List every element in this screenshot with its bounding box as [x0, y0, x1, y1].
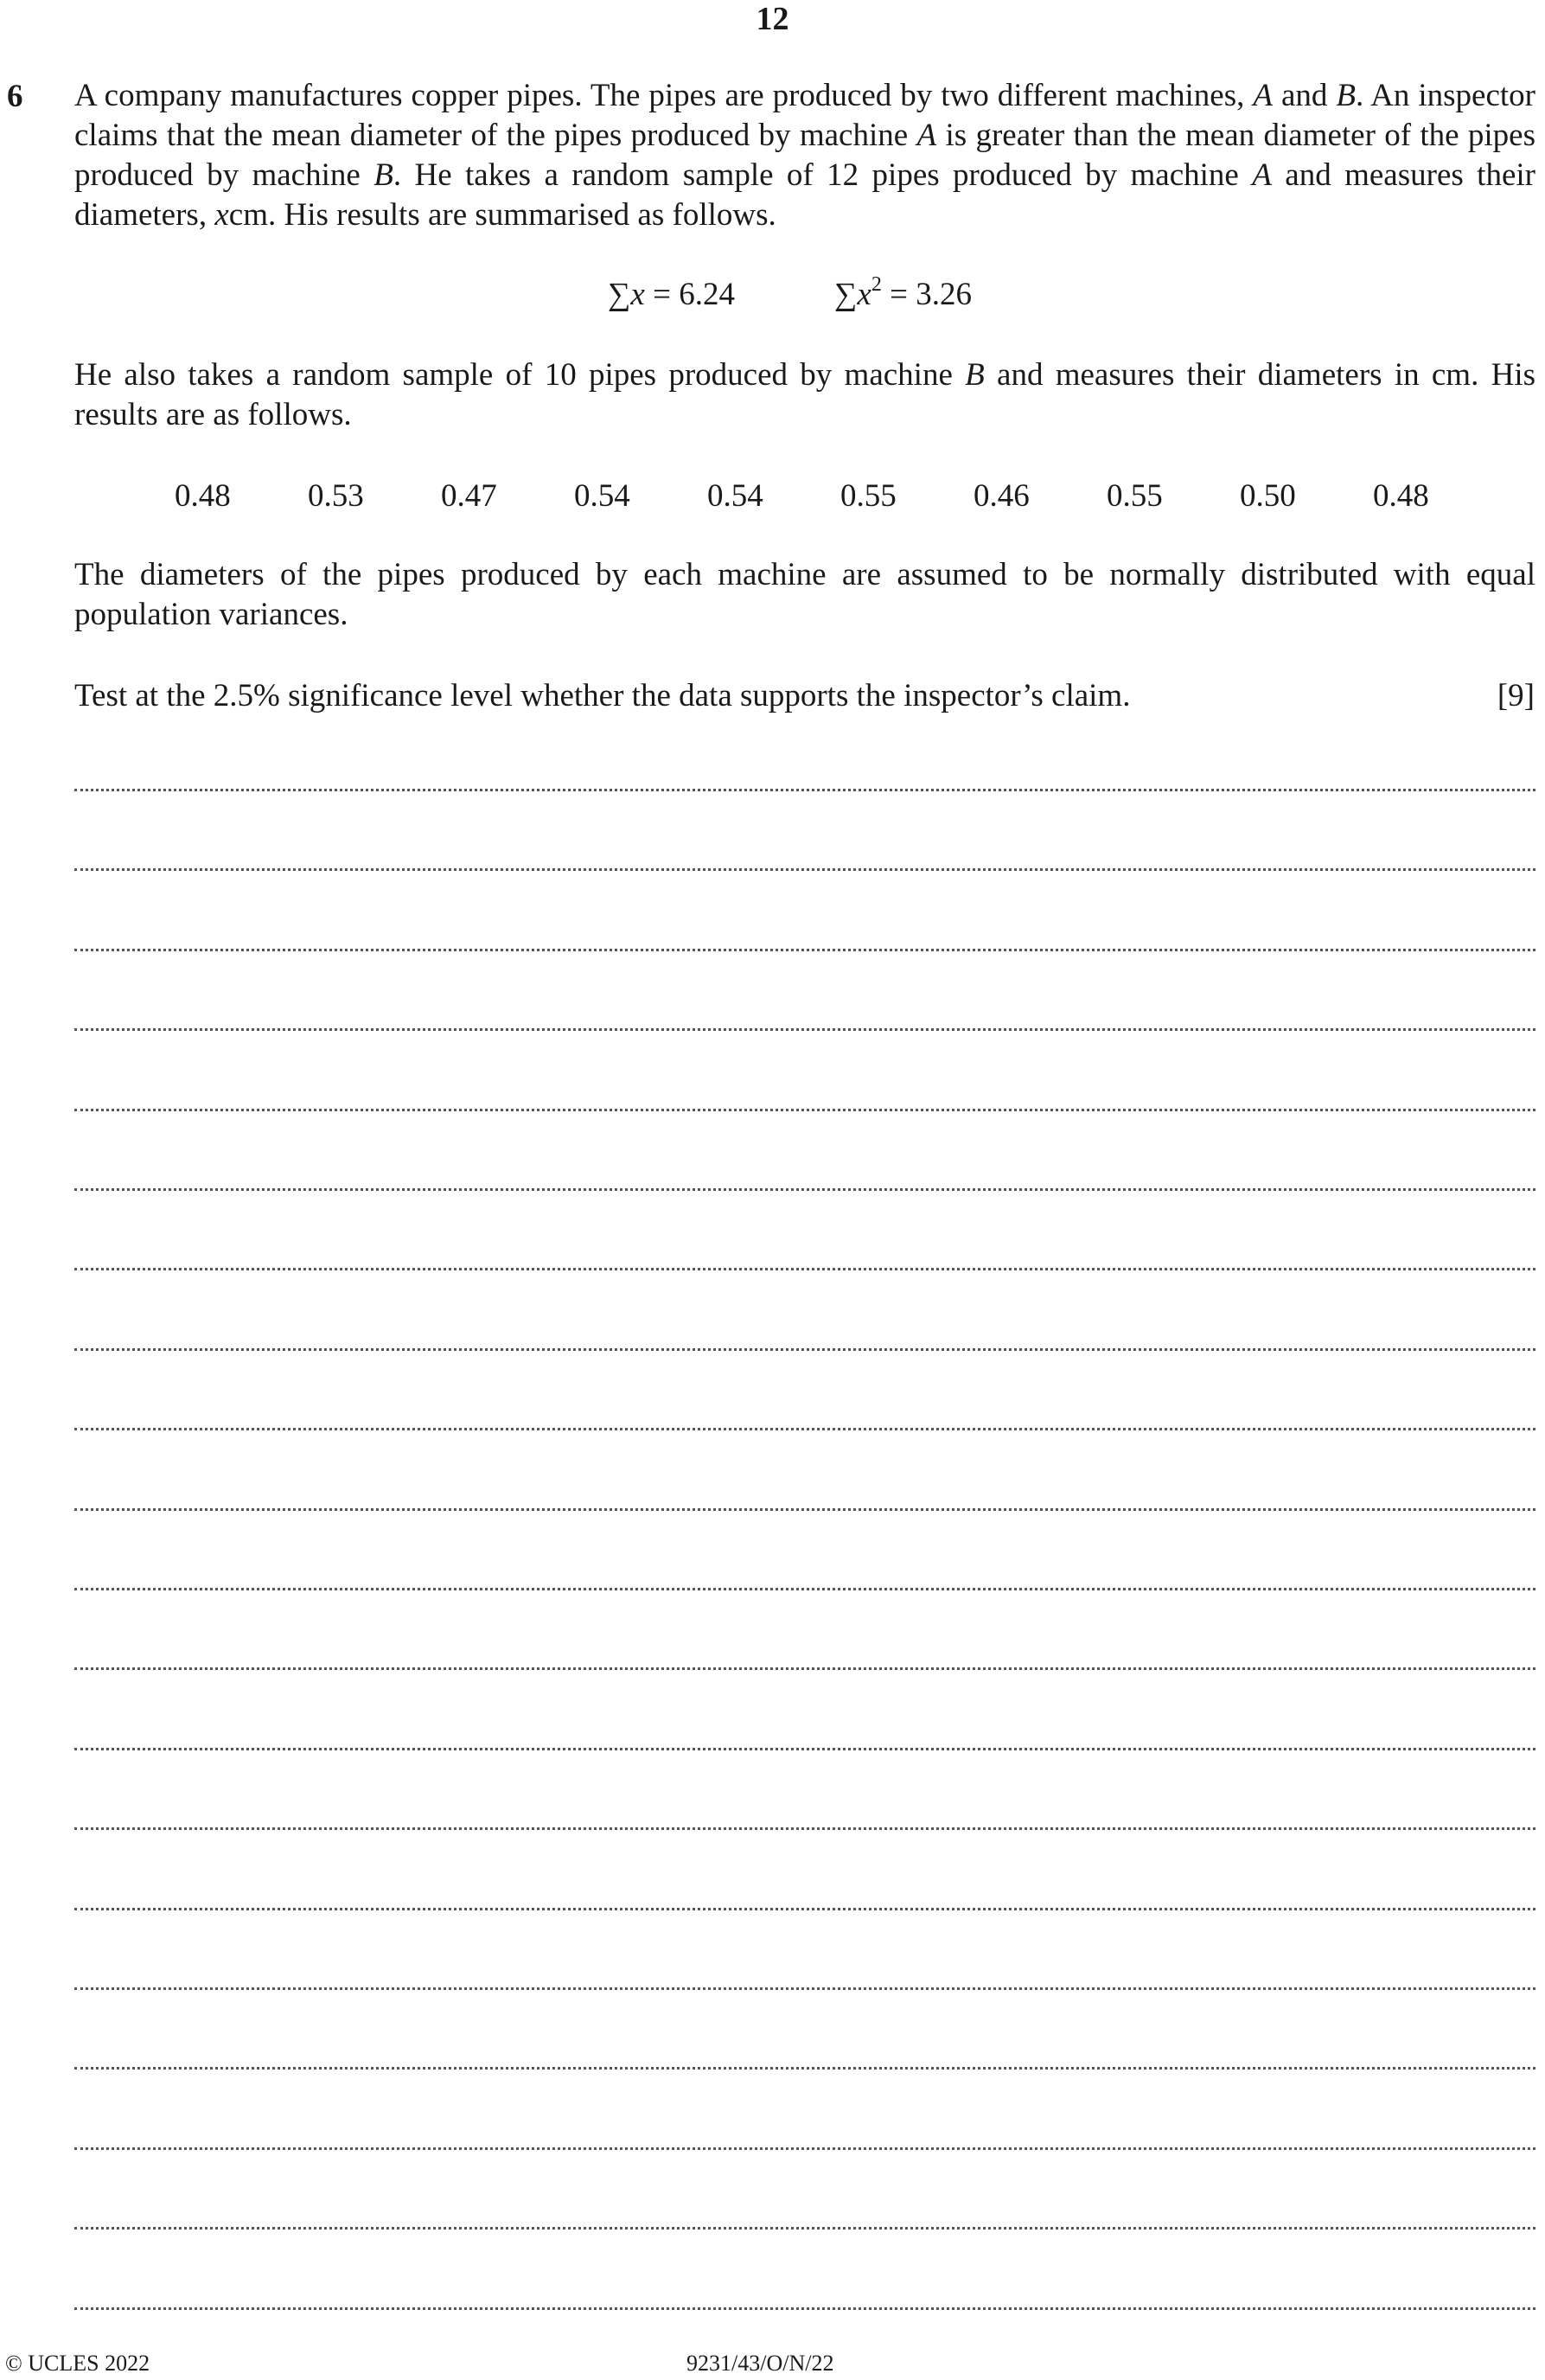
data-value: 0.55 [840, 478, 897, 514]
answer-line[interactable] [74, 2147, 1535, 2150]
answer-line[interactable] [74, 1348, 1535, 1351]
question-number: 6 [7, 79, 23, 114]
answer-line[interactable] [74, 2307, 1535, 2310]
data-value: 0.50 [1240, 478, 1296, 514]
answer-line[interactable] [74, 2067, 1535, 2070]
answer-line[interactable] [74, 1987, 1535, 1990]
answer-line[interactable] [74, 1028, 1535, 1031]
sum-x2-equation: $\sum x^2 = 3.26$ [834, 273, 972, 312]
answer-line[interactable] [74, 868, 1535, 871]
answer-line[interactable] [74, 1268, 1535, 1270]
data-value: 0.48 [1373, 478, 1429, 514]
data-value: 0.46 [974, 478, 1030, 514]
answer-line[interactable] [74, 1827, 1535, 1830]
data-value: 0.53 [308, 478, 364, 514]
data-value: 0.47 [441, 478, 497, 514]
answer-line[interactable] [74, 1748, 1535, 1750]
answer-line[interactable] [74, 1667, 1535, 1670]
answer-line[interactable] [74, 1508, 1535, 1511]
answer-line[interactable] [74, 1188, 1535, 1191]
data-value: 0.48 [175, 478, 231, 514]
answer-line[interactable] [74, 789, 1535, 791]
answer-line[interactable] [74, 1908, 1535, 1910]
question-intro: A company manufactures copper pipes. The pipes are produced by two different machines, A and B. An inspector claims that the mean diameter of the pipes produced by machine A is greater than the mean diameter of the pipes produced by machine B. He takes a random sample of 12 pipes produced by machine A and measures their diameters, xcm. His results are summarised as follows. [74, 78, 1535, 233]
data-value: 0.55 [1107, 478, 1163, 514]
page-number: 12 [756, 1, 789, 37]
answer-line[interactable] [74, 949, 1535, 951]
data-value: 0.54 [707, 478, 763, 514]
data-value: 0.54 [574, 478, 630, 514]
task-text: Test at the 2.5% significance level whether the data supports the inspector’s claim. [74, 678, 1131, 713]
sum-x2-value: 3.26 [916, 277, 972, 312]
sum-x-equation: ∑x = 6.24 [608, 277, 735, 312]
copyright-footer: © UCLES 2022 [5, 2351, 150, 2376]
answer-line[interactable] [74, 1588, 1535, 1590]
answer-line[interactable] [74, 2227, 1535, 2230]
marks-label: [9] [1497, 678, 1535, 713]
answer-line[interactable] [74, 1109, 1535, 1111]
answer-line[interactable] [74, 1428, 1535, 1430]
assumption-text: The diameters of the pipes produced by each machine are assumed to be normally distributed with equal population variances. [74, 557, 1535, 632]
machine-b-description: He also takes a random sample of 10 pipes produced by machine B and measures their diameters in cm. His results are as follows. [74, 357, 1535, 432]
sum-x-value: 6.24 [679, 277, 735, 312]
paper-code-footer: 9231/43/O/N/22 [686, 2351, 834, 2376]
